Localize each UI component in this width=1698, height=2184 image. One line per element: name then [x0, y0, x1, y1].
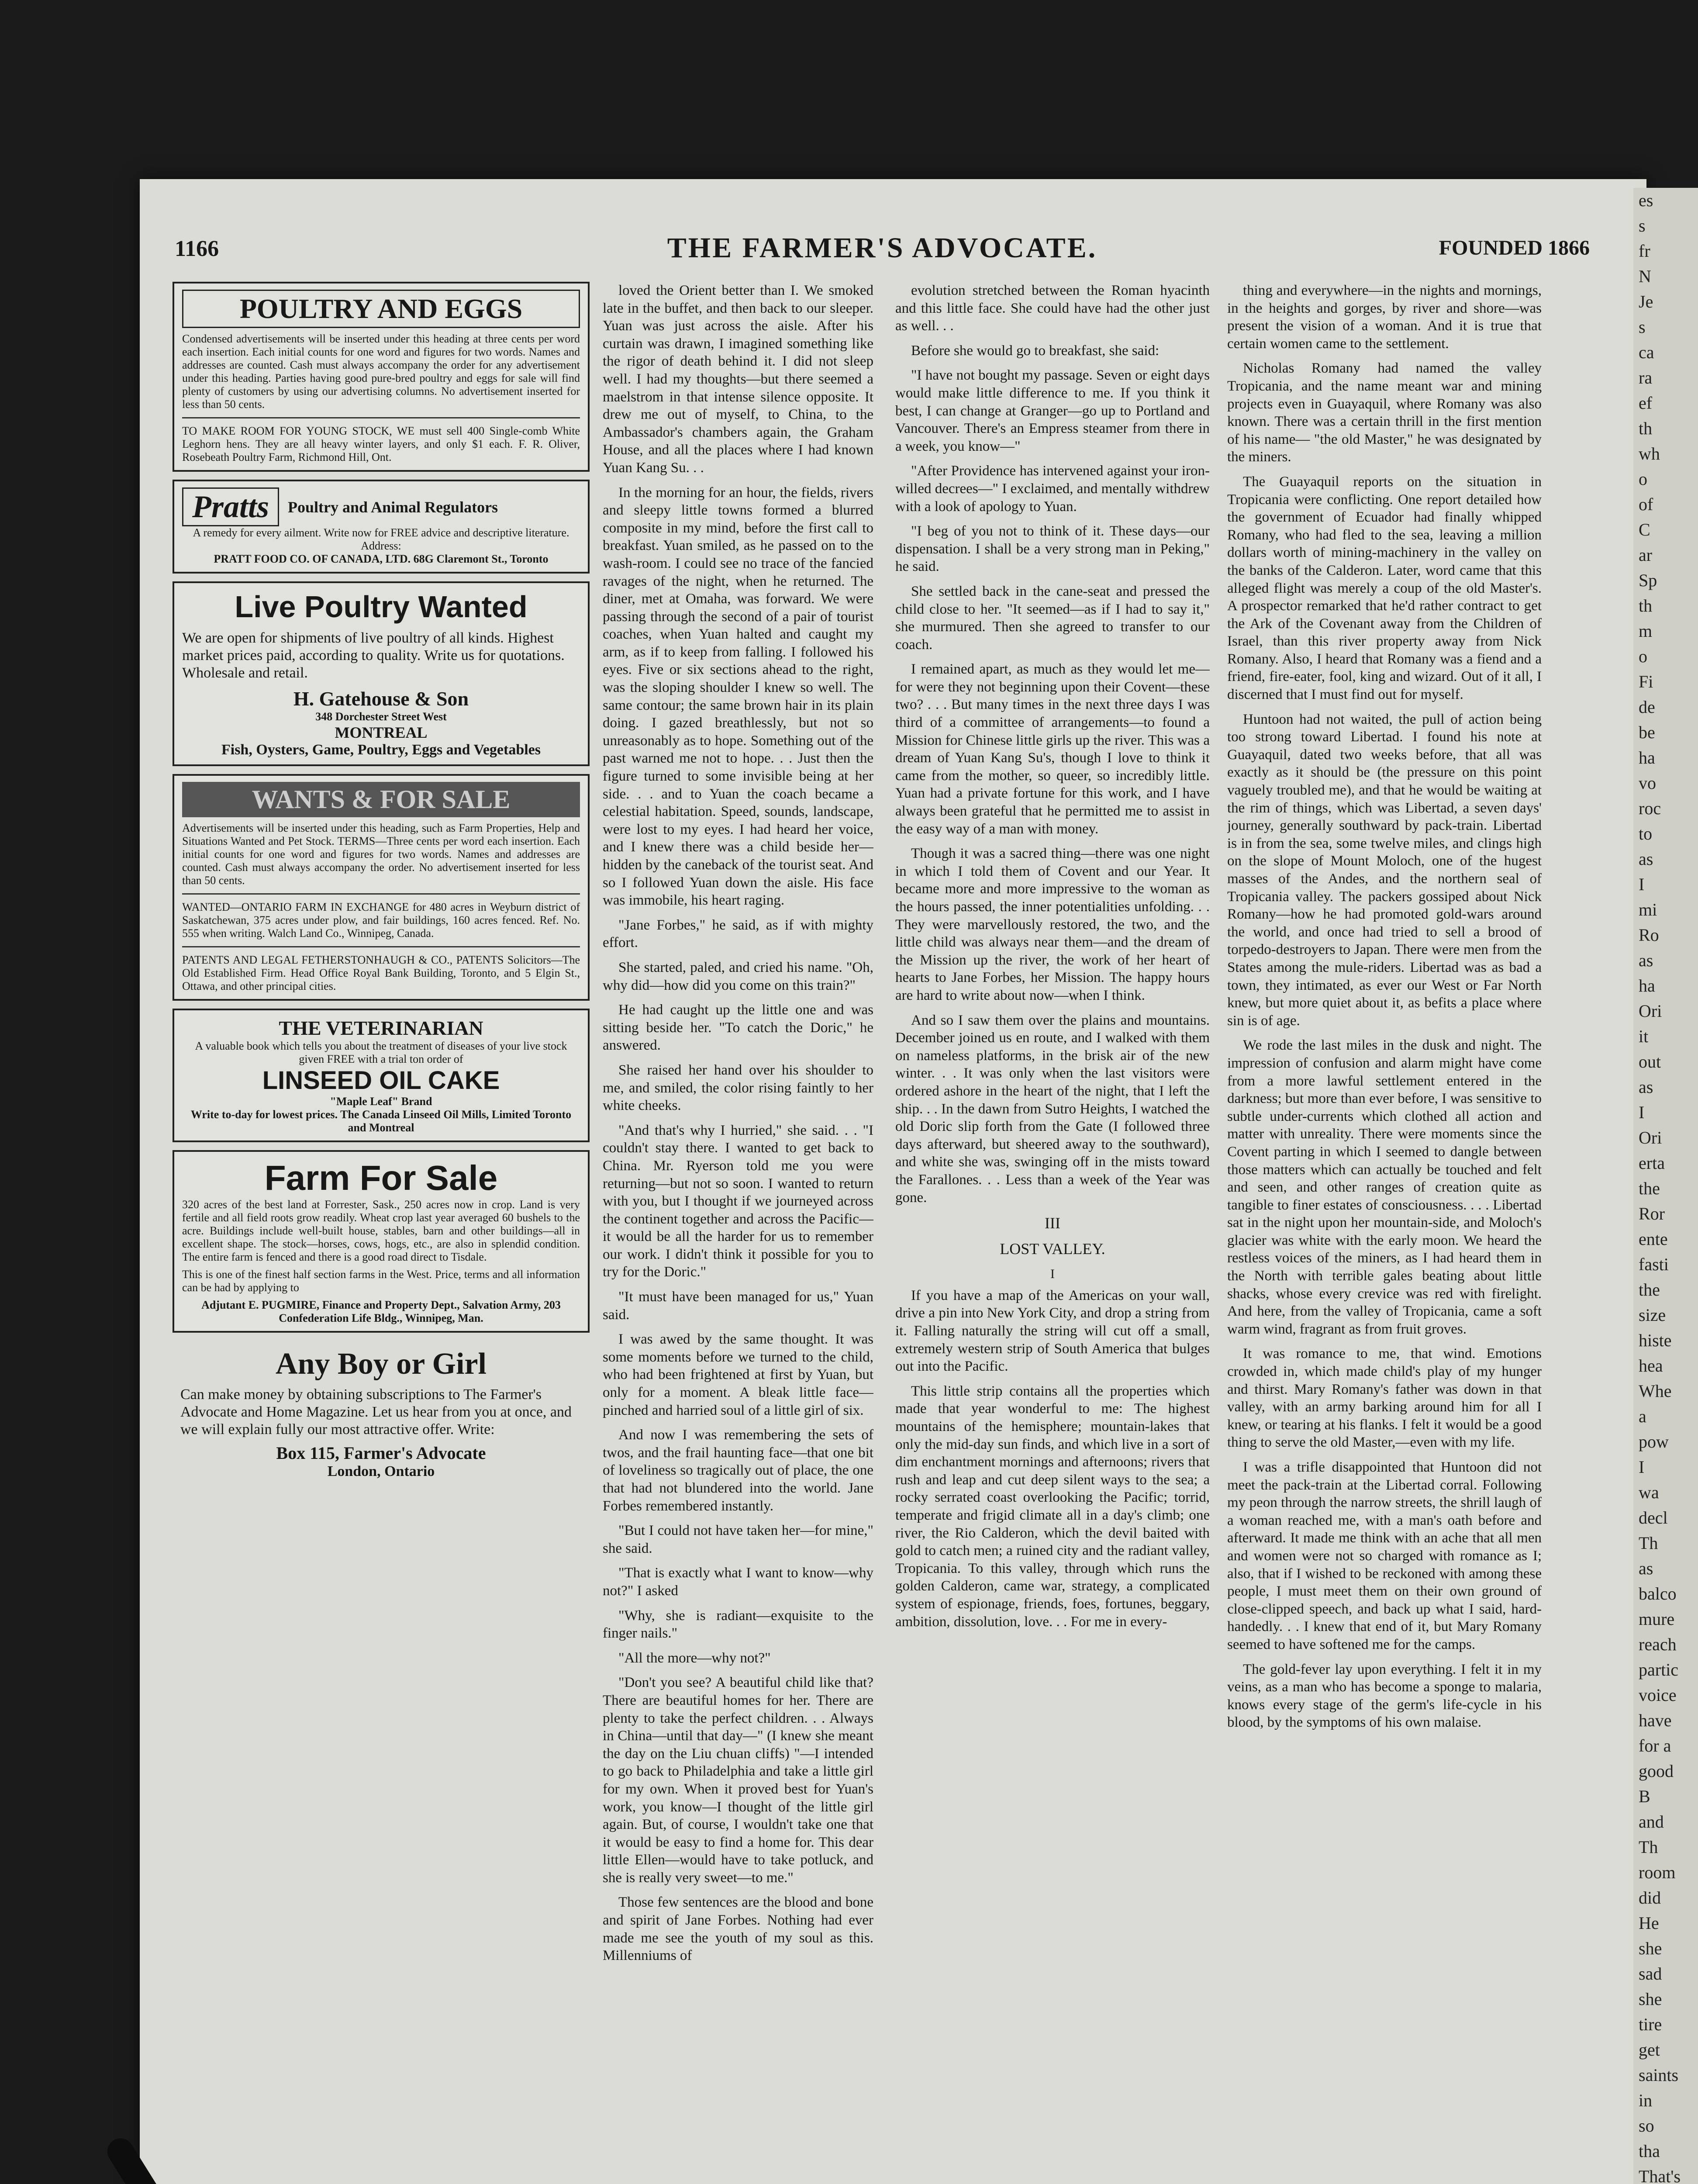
adjacent-page-fragment: s [1639, 317, 1646, 337]
adjacent-page-fragment: Sp [1639, 570, 1657, 590]
adjacent-page-fragment: out [1639, 1052, 1661, 1071]
gatehouse-name: H. Gatehouse & Son [293, 688, 469, 710]
adjacent-page-fragment: did [1639, 1888, 1661, 1908]
story-paragraph: "All the more—why not?" [618, 1650, 771, 1666]
adjacent-page-fragment: ca [1639, 342, 1654, 362]
page-number: 1166 [175, 236, 219, 261]
adjacent-page-fragment: Th [1639, 1837, 1658, 1857]
poultry-eggs-text: Condensed advertisements will be inserted under this heading at three cents per word each insertion. Each initial counts for one word and figures for two words. Names and addresses are counted. Cash must always accompany the order for any advertisement under this heading. Parties having good pure-bred poultry and eggs for sale will find plenty of customers by using our advertising columns. No advertisement inserted for less than 50 cents. [182, 332, 580, 411]
poultry-eggs-ad [173, 282, 590, 472]
story-paragraph: I was awed by the same thought. It was some moments before we turned to the child, who had been frightened at first by Yuan, but only for a moment. A bleak little face—pinched and harried soul of a little girl of six. [603, 1331, 873, 1418]
adjacent-page-fragment: the [1639, 1280, 1660, 1299]
story-column-1 [603, 282, 873, 2184]
story-paragraph: She started, paled, and cried his name. "Oh, why did—how did you come on this train?" [603, 959, 873, 993]
running-header [175, 232, 1590, 271]
any-boy-girl-ad [173, 1341, 590, 1486]
pratts-address: PRATT FOOD CO. OF CANADA, LTD. 68G Claremont St., Toronto [214, 553, 549, 565]
veterinarian-title: THE VETERINARIAN [279, 1017, 483, 1039]
adjacent-page-fragment: ra [1639, 368, 1653, 387]
any-boy-girl-text: Can make money by obtaining subscriptions to The Farmer's Advocate and Home Magazine. Let us hear from you at once, and we will explain fully our most attractive offer. Write: [180, 1386, 572, 1438]
story-paragraph: "After Providence has intervened against your iron-willed decrees—" I exclaimed, and mentally withdrew with a look of apology to Yuan. [895, 463, 1210, 515]
story-paragraph: And so I saw them over the plains and mountains. December joined us en route, and I walked with them on nameless platforms, in the brisk air of the new winter. . . It was only when the last visitors were ordered ashore in the heart of the night, that I left the ship. . . In the dawn from Sutro Heights, I watched the old Doric slip forth from the Gate (I followed three days afterward, but sheered away to the southward), and white she was, swinging off in the mists toward the Farallones. . . Less than a week of the Year was gone. [895, 1012, 1210, 1206]
adjacent-page-fragment: N [1639, 266, 1651, 286]
adjacent-page-fragment: th [1639, 596, 1653, 615]
veterinarian-ad [173, 1009, 590, 1142]
live-poultry-title: Live Poultry Wanted [235, 590, 528, 624]
adjacent-page-fragment: pow [1639, 1432, 1669, 1451]
adjacent-page-fragment: B [1639, 1787, 1650, 1806]
adjacent-page-fragment: she [1639, 1989, 1662, 2009]
adjacent-page-fragment: of [1639, 494, 1653, 514]
adjacent-page-fragment: Ori [1639, 1128, 1662, 1147]
adjacent-page-fragment: o [1639, 469, 1647, 489]
adjacent-page-fragment: a [1639, 1406, 1646, 1426]
farm-for-sale-ad [173, 1150, 590, 1333]
adjacent-page-fragment: partic [1639, 1660, 1679, 1679]
adjacent-page-fragment: roc [1639, 798, 1661, 818]
adjacent-page-fragment: m [1639, 621, 1653, 641]
adjacent-page-fragment: so [1639, 2116, 1654, 2136]
adjacent-page-fragment: C [1639, 520, 1650, 539]
story-column-3 [1227, 282, 1542, 2184]
adjacent-page-fragment: erta [1639, 1153, 1665, 1173]
adjacent-page-fragment: Fi [1639, 672, 1653, 691]
wanted-farm-ad: WANTED—ONTARIO FARM IN EXCHANGE for 480 acres in Weyburn district of Saskatchewan, 375 acres under plow, and fair buildings, 160 acres fenced. Ref. No. 555 when writing. Walch Land Co., Winnipeg, Canada. [182, 901, 580, 940]
adjacent-page-fragment: I [1639, 1102, 1645, 1122]
adjacent-page-fragment: as [1639, 1077, 1653, 1097]
story-paragraph: Nicholas Romany had named the valley Tropicania, and the name meant war and mining projects even in Guayaquil, where Romany was also known. There was a certain thrill in the first mention of his name— "the old Master," he was designated by the miners. [1227, 360, 1542, 465]
story-paragraph: We rode the last miles in the dusk and night. The impression of confusion and alarm might have come from a more lawful settlement entered in the darkness; but more than ever before, I was sensitive to subtle under-currents which clothed all action and matter with unreality. There were moments since the Covent parting in which I seemed to dangle between those matters which can actually be touched and felt and seen, and other ranges of creation quite as tangible to finer estates of consciousness. . . . Libertad sat in the night upon her mountain-side, and Moloch's glacier was white with the early moon. We heard the restless voices of the miners, as I had heard them in the North with terrible gales beating about little shacks, whose every crevice was red with firelight. And here, from the valley of Tropicania, came a soft warm wind, fragrant as from fruit groves. [1227, 1037, 1542, 1337]
story-paragraph: I remained apart, as much as they would let me—for were they not beginning upon their Covent—these two? . . . But many times in the next three days I was third of a committee of arrangements—to found a Mission for Chinese little girls up the river. This was a dream of Yuan Kang Su's, though I love to think it came from the mother, so queer, so incredibly little. Yuan had a private fortune for this work, and I have always been grateful that he permitted me to assist in the easy way of a man with money. [895, 661, 1210, 837]
adjacent-page-fragment: Ror [1639, 1204, 1665, 1223]
story-paragraph: "Jane Forbes," he said, as if with mighty effort. [603, 917, 873, 951]
pratts-text: A remedy for every ailment. Write now for FREE advice and descriptive literature. Address: [193, 526, 569, 552]
maple-brand: "Maple Leaf" Brand [330, 1095, 432, 1108]
adjacent-page-fragment: ha [1639, 976, 1655, 995]
live-poultry-text: We are open for shipments of live poultry of all kinds. Highest market prices paid, according to quality. Write us for quotations. Wholesale and retail. [182, 630, 565, 681]
story-paragraph: "And that's why I hurried," she said. . . "I couldn't stay there. I wanted to get back to China. Mr. Ryerson told me you were returning—but not so soon. I wanted to return with you, but I thought if we journeyed across the continent together and across the Pacific—it would be all the harder for us to remember our work. I didn't think it possible for you to try for the Doric." [603, 1122, 873, 1280]
story-paragraph: Though it was a sacred thing—there was one night in which I told them of Covent and our Year. It became more and more impressive to the woman as the hours passed, the inner potentialities unfolding. . . They were marvellously restored, the two, and the little child was always near them—and the dream of the Mission up the river, the work of her heart of hearts to Jane Forbes, her Mission. The happy hours are hard to write about now—when I think. [895, 846, 1210, 1003]
story-paragraph: Huntoon had not waited, the pull of action being too strong toward Libertad. I found his note at Guayaquil, dated two weeks before, that all was exactly as it should be (the pressure on this point vaguely troubled me), and that he would be waiting at the rim of things, which was Libertad, a seven days' journey, generally southward by pack-train. Libertad is in from the sea, some twelve miles, and clings high on the slope of Mount Moloch, one of the hugest masses of the Andes, and the northern seal of Tropicania valley. The packers gossiped about Nick Romany—how he had promoted gold-wars around the world, and once had tried to sell a brood of torpedo-destroyers to Japan. There were men from the States among the mule-riders. Libertad was as bad a town, they intimated, as ever our West or Far North knew, but more quiet about it, as befits a place where sin is of age. [1227, 711, 1542, 1029]
any-boy-girl-title: Any Boy or Girl [276, 1347, 487, 1381]
newspaper-page [140, 179, 1646, 2184]
adjacent-page-fragment: I [1639, 1457, 1645, 1477]
wants-for-sale-ad [173, 774, 590, 1001]
farm-for-sale-title: Farm For Sale [264, 1158, 498, 1197]
story-paragraph: The gold-fever lay upon everything. I felt it in my veins, as a man who has become a sponge to malaria, knows every stage of the germ's life-cycle in his blood, by the symptoms of his own malaise. [1227, 1661, 1542, 1731]
story-paragraph: "But I could not have taken her—for mine," she said. [603, 1523, 873, 1556]
story-paragraph: "I beg of you not to think of it. These days—our dispensation. I shall be a very strong man in Peking," he said. [895, 523, 1210, 575]
linseed-contact: Write to-day for lowest prices. The Canada Linseed Oil Mills, Limited Toronto and Montreal [190, 1108, 572, 1134]
story-paragraph: She raised her hand over his shoulder to me, and smiled, the color rising faintly to her white cheeks. [603, 1062, 873, 1114]
adjacent-page-fragment: o [1639, 646, 1647, 666]
adjacent-page-fragment: wa [1639, 1482, 1659, 1502]
section-number: I [1050, 1267, 1055, 1282]
pratts-logo: Pratts [182, 487, 279, 526]
story-paragraph: evolution stretched between the Roman hyacinth and this little face. She could have had the other just as well. . . [895, 283, 1210, 334]
story-paragraph: "It must have been managed for us," Yuan said. [603, 1289, 873, 1323]
leghorn-ad: TO MAKE ROOM FOR YOUNG STOCK, WE must sell 400 Single-comb White Leghorn hens. They are all heavy winter layers, and only $1 each. F. R. Oliver, Rosebeath Poultry Farm, Richmond Hill, Ont. [182, 425, 580, 463]
story-paragraph: This little strip contains all the properties which made that year wonderful to me: The highest mountains of the hemisphere; mountain-lakes that only the mid-day sun finds, and which live in a sort of dim enchantment mornings and afternoons; rivers that rush and leap and cut deep silent ways to the sea; a rocky serrated coast overlooking the Pacific; torrid, temperate and frigid climate all in a day's climb; one river, the Rio Calderon, which the devil baited with gold to catch men; a ruined city and the radiant valley, Tropicania. To this valley, through which runs the golden Calderon, came war, strategy, a complicated system of espionage, friends, foes, fortunes, beggary, ambition, dissolution, love. . . For me in every- [895, 1383, 1210, 1630]
adjacent-page-fragment: That's [1639, 2167, 1681, 2184]
adjacent-page-fragment: tire [1639, 2015, 1662, 2034]
adjacent-page-fragment: ar [1639, 545, 1653, 565]
adjacent-page-fragment: fasti [1639, 1254, 1669, 1274]
story-paragraph: If you have a map of the Americas on your wall, drive a pin into New York City, and drop a string from it. Falling naturally the string will cut off a small, extremely western strip of South America that bulges out into the Pacific. [895, 1287, 1210, 1375]
story-paragraph: She settled back in the cane-seat and pressed the child close to her. "It seemed—as if I had to say it," she murmured. Then she agreed to transfer to our coach. [895, 583, 1210, 653]
adjacent-page-fragment: get [1639, 2040, 1660, 2060]
adjacent-page-fragment: the [1639, 1178, 1660, 1198]
adjacent-page-fragment: Je [1639, 292, 1653, 311]
adjacent-page-fragment: size [1639, 1305, 1666, 1325]
story-column-2 [895, 282, 1210, 2184]
patents-ad: PATENTS AND LEGAL FETHERSTONHAUGH & CO., PATENTS Solicitors—The Old Established Firm. Head Office Royal Bank Building, Toronto, and 5 Elgin St., Ottawa, and other principal cities. [182, 954, 580, 992]
adjacent-page-fragment: reach [1639, 1635, 1677, 1654]
adjacent-page-fragment: as [1639, 950, 1653, 970]
chapter-title: LOST VALLEY. [1000, 1240, 1105, 1258]
adjacent-page-fragment: voice [1639, 1685, 1677, 1705]
adjacent-page-fragment: wh [1639, 444, 1660, 463]
adjacent-page-fragment: I [1639, 874, 1645, 894]
advertisement-column [173, 282, 590, 2184]
story-paragraph: "That is exactly what I want to know—why not?" I asked [603, 1565, 873, 1599]
gatehouse-address: 348 Dorchester Street West [315, 710, 447, 723]
adjacent-page-fragment: in [1639, 2091, 1653, 2110]
pratts-ad [173, 480, 590, 574]
masthead: THE FARMER'S ADVOCATE. [667, 232, 1097, 264]
adjacent-page-fragment: histe [1639, 1330, 1672, 1350]
adjacent-page-fragment: th [1639, 418, 1653, 438]
farm-for-sale-contact: Adjutant E. PUGMIRE, Finance and Property Dept., Salvation Army, 203 Confederation Life Bldg., Winnipeg, Man. [201, 1299, 561, 1324]
adjacent-page-fragment: Ori [1639, 1001, 1662, 1021]
adjacent-page-fragment: Ro [1639, 925, 1659, 945]
farm-for-sale-text: 320 acres of the best land at Forrester, Sask., 250 acres now in crop. Land is very fertile and all field roots grow readily. Wheat crop last year averaged 60 bushels to the acre. Buildings include well-built house, stables, barn and other buildings—all in excellent shape. The stock—horses, cows, hogs, etc., are also in splendid condition. The entire farm is fenced and there is a good road direct to Tisdale. [182, 1198, 580, 1263]
adjacent-page-fragment: s [1639, 216, 1646, 235]
story-paragraph: It was romance to me, that wind. Emotions crowded in, which made child's play of my hunger and thirst. Mary Romany's father was down in that valley, with an army barking around him for all I knew, or tearing at his flanks. I felt it would be a good thing to serve the old Master,—even with my life. [1227, 1346, 1542, 1451]
adjacent-page-fragment: ha [1639, 748, 1655, 767]
adjacent-page-fragment: it [1639, 1026, 1649, 1046]
adjacent-page-fragment: fr [1639, 241, 1650, 261]
adjacent-page-fragment: He [1639, 1913, 1659, 1933]
adjacent-page-fragment: ef [1639, 393, 1653, 413]
founded-line: FOUNDED 1866 [1439, 236, 1590, 259]
gatehouse-city: MONTREAL [335, 724, 428, 741]
adjacent-page-fragment: mure [1639, 1609, 1675, 1629]
story-paragraph: Those few sentences are the blood and bone and spirit of Jane Forbes. Nothing had ever made me see the youth of my soul as this. Millenniums of [603, 1894, 873, 1964]
story-paragraph: In the morning for an hour, the fields, rivers and sleepy little towns formed a blurred composite in my mind, before the first call to breakfast. Yuan smiled, as he passed on to the wash-room. I could see no trace of the fancied ravages of the night, when he returned. The diner, met at Omaha, was forward. We were passing through the second of a pair of tourist coaches, when Yuan halted and caught my arm, as if to keep from falling. I followed his eyes. Five or six sections ahead to the right, was the sloping shoulder I knew so well. The same contour; the same brown hair in its plain doing. I gazed breathlessly, but not so unreasonably as to hope. Something out of the past warned me not to hope. . . Just then the figure turned to some invisible being at her side. . . and to Yuan the coach became a celestial habitation. Speed, sounds, landscape, were lost to my eyes. I had heard her voice, and I knew there was a child beside her—hidden by the caneback of the tourist seat. And so I followed Yuan down the aisle. His face was immobile, his heart raging. [603, 484, 873, 909]
adjacent-page-fragment: to [1639, 824, 1653, 843]
pratts-heading: Poultry and Animal Regulators [288, 498, 498, 516]
any-boy-girl-address: Box 115, Farmer's Advocate [276, 1443, 486, 1463]
adjacent-page-fragment: for a [1639, 1736, 1671, 1755]
story-paragraph: And now I was remembering the sets of twos, and the frail haunting face—that one bit of loveliness so tragically out of place, the one that had not blundered into the world. Jane Forbes remembered instantly. [603, 1427, 873, 1514]
adjacent-page-fragment: she [1639, 1939, 1662, 1958]
adjacent-page-fragment: and [1639, 1812, 1664, 1832]
farm-for-sale-text2: This is one of the finest half section farms in the West. Price, terms and all information can be had by applying to [182, 1268, 580, 1294]
chapter-number: III [1045, 1214, 1060, 1232]
adjacent-page-fragment: be [1639, 722, 1655, 742]
adjacent-page-fragment: decl [1639, 1508, 1668, 1527]
live-poultry-ad [173, 581, 590, 766]
adjacent-page-edge [1633, 188, 1698, 2184]
adjacent-page-fragment: sad [1639, 1964, 1662, 1984]
story-paragraph: loved the Orient better than I. We smoked late in the buffet, and then back to our sleeper. Yuan was just across the aisle. After his curtain was drawn, I imagined something like the rigor of death behind it. I did not sleep well. I had my thoughts—but there seemed a maelstrom in that intense silence opposite. It drew me out of myself, to China, to the Ambassador's chambers again, the Graham House, and all the places where I had known Yuan Kang Su. . . [603, 283, 873, 476]
adjacent-page-fragment: Th [1639, 1533, 1658, 1553]
adjacent-page-fragment: ente [1639, 1229, 1668, 1249]
adjacent-page-fragment: Whe [1639, 1381, 1672, 1401]
adjacent-page-fragment: as [1639, 1559, 1653, 1578]
story-paragraph: "I have not bought my passage. Seven or eight days would make little difference to me. If you think it best, I can change at Granger—go up to Portland and Vancouver. There's an Empress steamer from there in a week, you know—" [895, 367, 1210, 454]
story-paragraph: "Don't you see? A beautiful child like that? There are beautiful homes for her. There are plenty to take the perfect children. . . Always in China—until that day—" (I knew she meant the day on the Liu chuan cliffs) "—I intended to go back to Philadelphia and take a little girl for my own. When it proved best for Yuan's work, you know—I thought of the little girl again. But, of course, I wouldn't take one that it would be easy to find a home for. This dear little Ellen—would have to take potluck, and she is really very sweet—to me." [603, 1675, 873, 1886]
adjacent-page-fragment: de [1639, 697, 1655, 717]
veterinarian-text: A valuable book which tells you about the treatment of diseases of your live stock given FREE with a trial ton order of [195, 1040, 567, 1065]
adjacent-page-fragment: tha [1639, 2141, 1660, 2161]
poultry-eggs-title: POULTRY AND EGGS [182, 290, 580, 328]
story-paragraph: "Why, she is radiant—exquisite to the finger nails." [603, 1607, 873, 1641]
adjacent-page-fragment: es [1639, 190, 1653, 210]
story-paragraph: He had caught up the little one and was sitting beside her. "To catch the Doric," he answered. [603, 1002, 873, 1054]
story-paragraph: thing and everywhere—in the nights and mornings, in the heights and gorges, by river and shore—was present the vision of a woman. And it is true that certain women came to the settlement. [1227, 283, 1542, 352]
story-paragraph: The Guayaquil reports on the situation in Tropicania were conflicting. One report detailed how the government of Ecuador had finally whipped Romany, who had fled to the sea, leaving a million dollars worth of mining-machinery in the valley on the banks of the Calderon. Later, word came that this alleged flight was merely a coup of the old Master's. A prospector remarked that he'd rather contract to get the Ark of the Covenant away from the Children of Israel, than this river property away from Nick Romany. Also, I heard that Romany was a fiend and a friend, fire-eater, fool, king and wizard. Out of it all, I discerned that I must find out for myself. [1227, 473, 1542, 703]
adjacent-page-fragment: have [1639, 1711, 1672, 1730]
adjacent-page-fragment: vo [1639, 773, 1656, 793]
wants-title: WANTS & FOR SALE [182, 782, 580, 817]
story-paragraph: Before she would go to breakfast, she said: [911, 342, 1160, 359]
adjacent-page-fragment: balco [1639, 1584, 1677, 1603]
wants-text: Advertisements will be inserted under this heading, such as Farm Properties, Help and Situations Wanted and Pet Stock. TERMS—Three cents per word each insertion. Each initial counts for one word and figures for two words. Names and addresses are counted. Cash must always accompany the order. No advertisement inserted for less than 50 cents. [182, 822, 580, 887]
adjacent-page-fragment: mi [1639, 900, 1657, 919]
adjacent-page-fragment: saints [1639, 2065, 1679, 2085]
adjacent-page-fragment: room [1639, 1863, 1676, 1882]
linseed-title: LINSEED OIL CAKE [262, 1066, 500, 1095]
any-boy-girl-city: London, Ontario [327, 1463, 435, 1479]
adjacent-page-fragment: hea [1639, 1356, 1663, 1375]
gatehouse-goods: Fish, Oysters, Game, Poultry, Eggs and Vegetables [221, 742, 541, 758]
story-paragraph: I was a trifle disappointed that Huntoon did not meet the pack-train at the Libertad corral. Following my peon through the narrow streets, the shrill laugh of a woman reached me, with a man's oath before and afterward. It made me think with an ache that all men and women were not so charged with romance as I; also, that if I wished to be reckoned with among these people, I must meet them on their own ground of close-clipped speech, and back up what I said, hard-handedly. . . I knew that end of it, but Mary Romany seemed to have softened me for the camps. [1227, 1459, 1542, 1652]
adjacent-page-fragment: as [1639, 849, 1653, 869]
adjacent-page-fragment: good [1639, 1761, 1674, 1781]
